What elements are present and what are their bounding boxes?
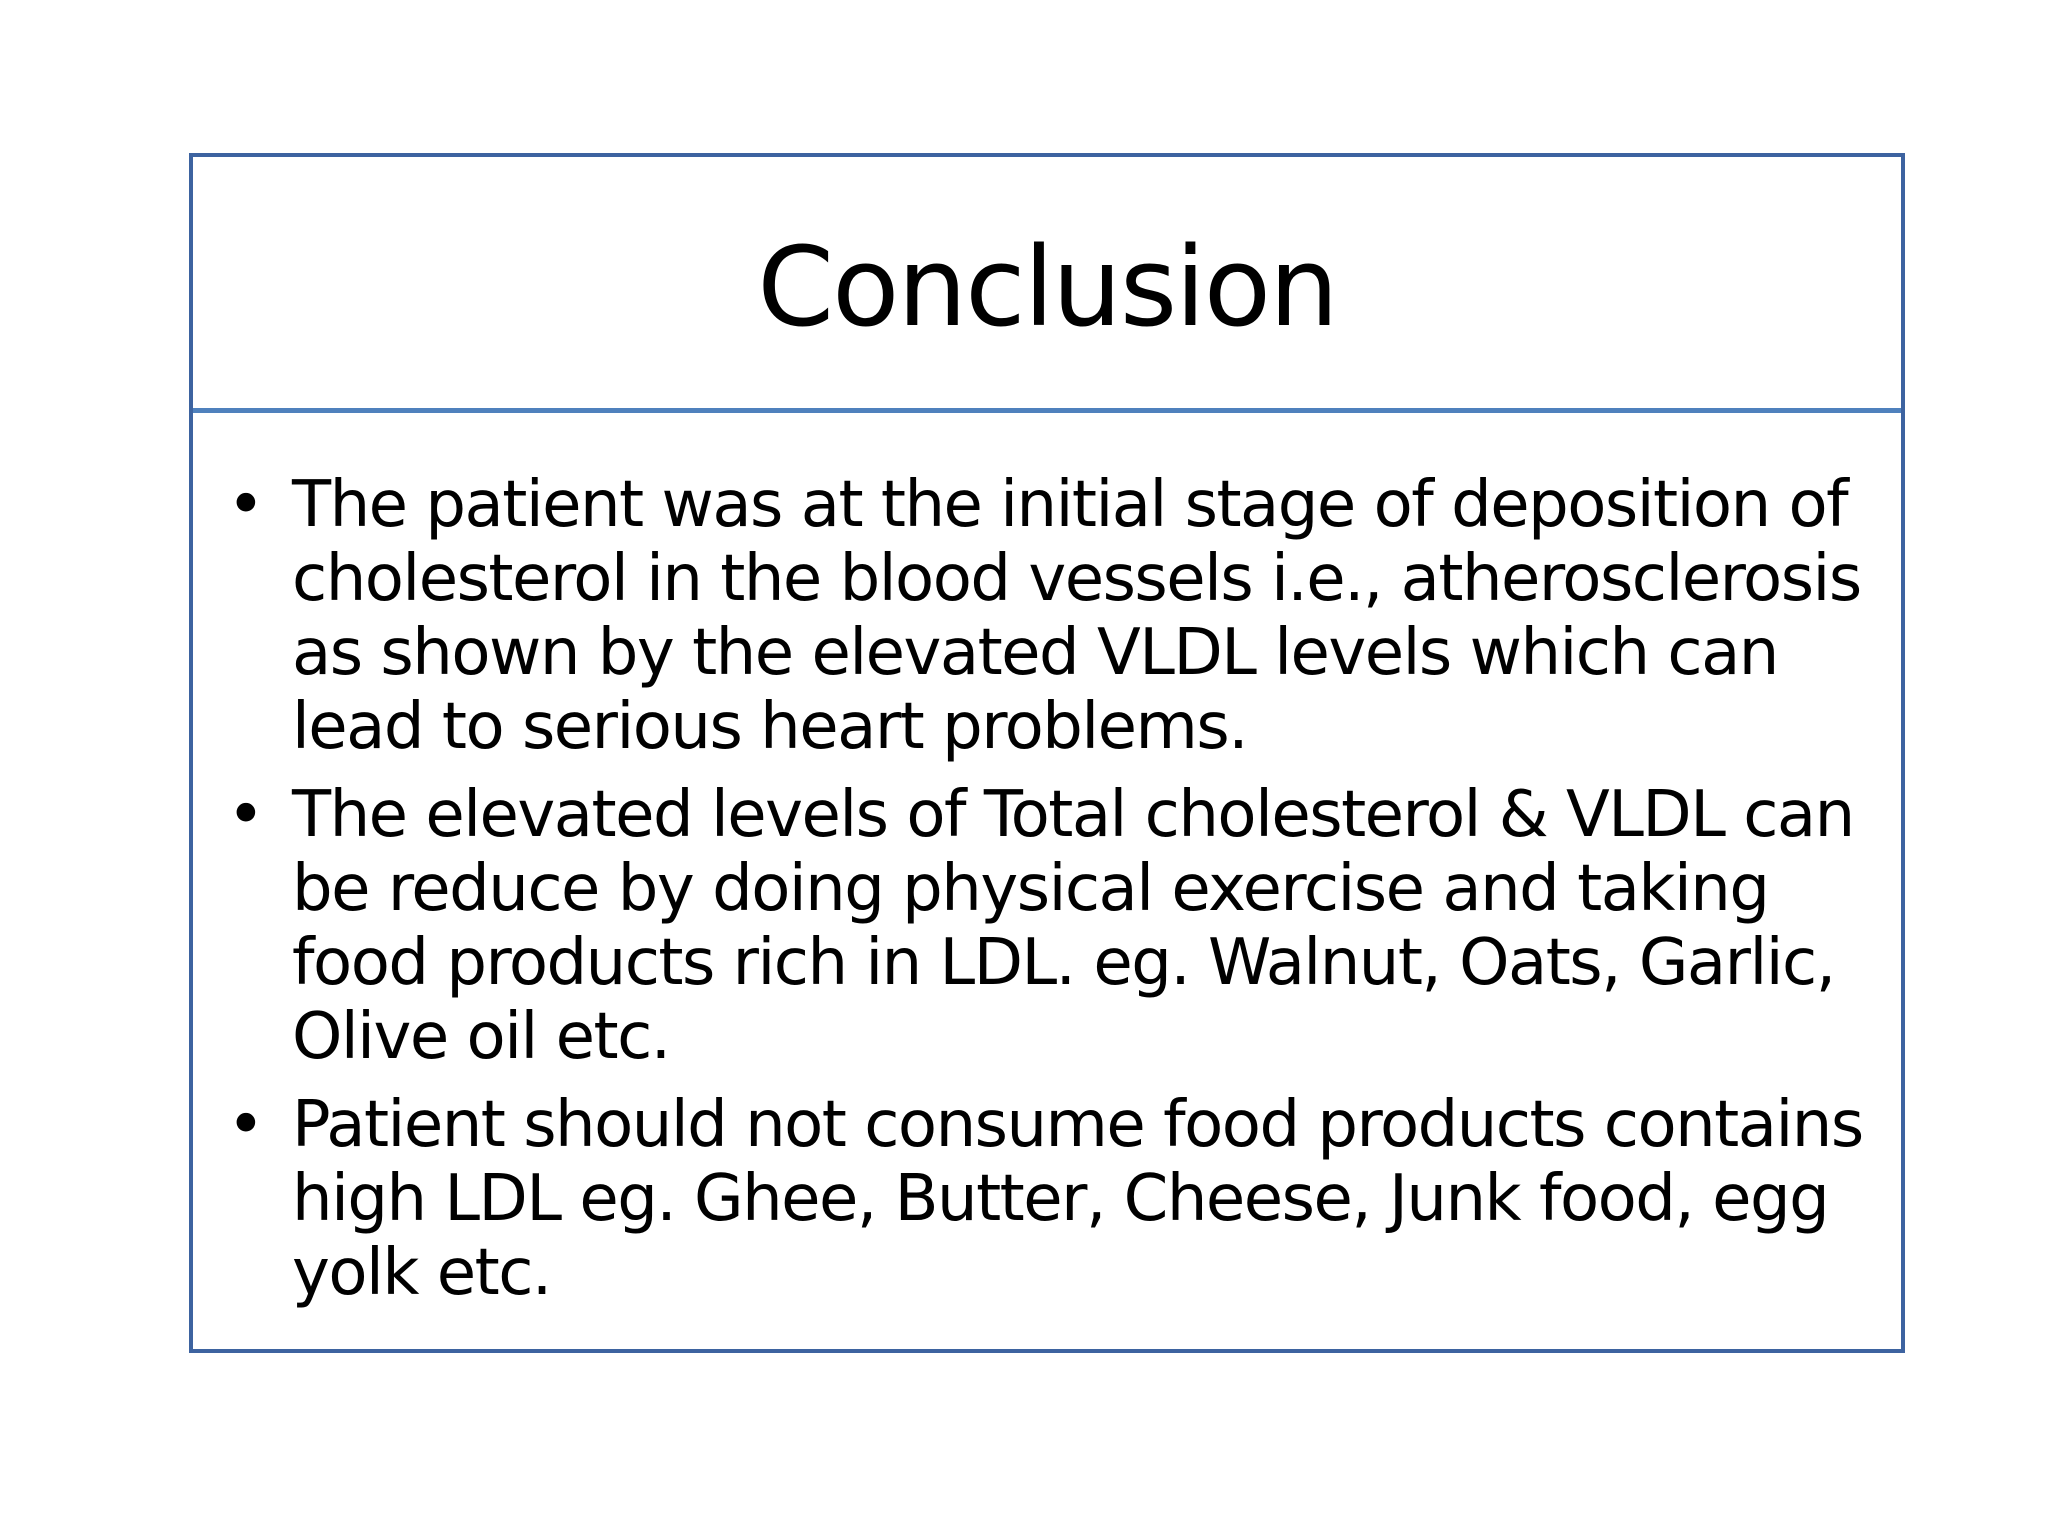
bullet-text: The elevated levels of Total cholesterol & VLDL can be reduce by doing physical exercise and taking food products rich in LDL. eg. Walnut, Oats, Garlic, Olive oil etc. [292, 778, 1854, 1074]
slide-title: Conclusion [757, 222, 1337, 351]
slide-frame [189, 153, 1905, 1353]
title-box [193, 157, 1901, 413]
bullet-text: The patient was at the initial stage of deposition of cholesterol in the blood vessels i.e., atherosclerosis as shown by the elevated VLDL levels which can lead to serious heart problems. [292, 468, 1861, 764]
bullet-item [213, 468, 1881, 764]
bullet-icon: • [227, 1088, 264, 1162]
bullet-icon: • [227, 468, 264, 542]
content-box [193, 413, 1901, 1349]
bullet-item [213, 1088, 1881, 1310]
bullet-item [213, 778, 1881, 1074]
bullet-list [213, 468, 1881, 1310]
bullet-text: Patient should not consume food products contains high LDL eg. Ghee, Butter, Cheese, Junk food, egg yolk etc. [292, 1088, 1863, 1310]
bullet-icon: • [227, 778, 264, 852]
